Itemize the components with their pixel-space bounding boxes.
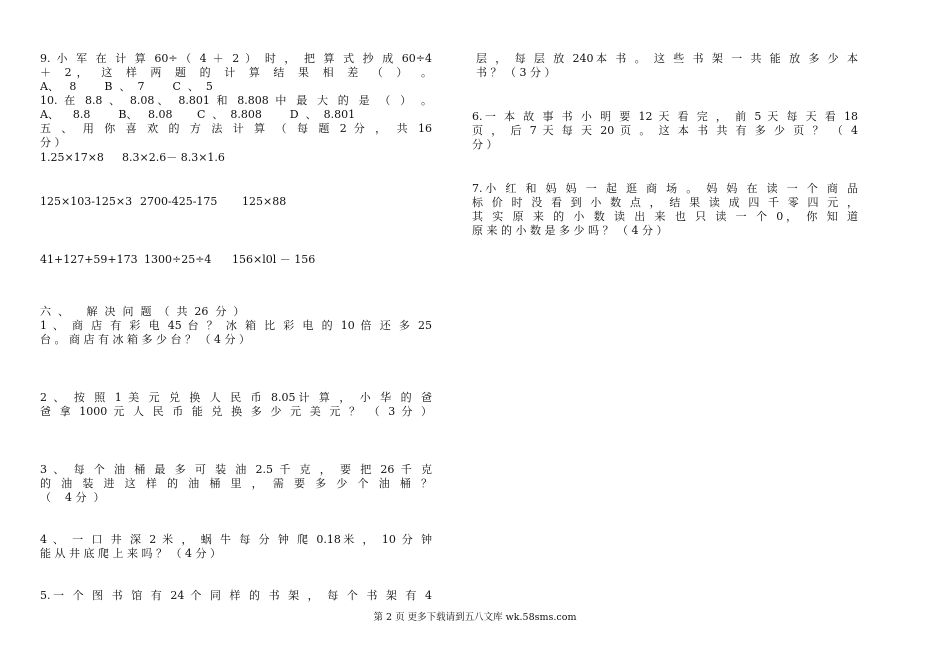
q9-line-2: ＋ 2， 这 样 两 题 的 计 算 结 果 相 差 （ ） 。: [40, 66, 432, 79]
left-column: [40, 52, 432, 603]
calc-item: 41+127+59+173: [40, 253, 138, 266]
problem-6-line-2: 页 ， 后 7 天 每 天 20 页 。 这 本 书 共 有 多 少 页 ？ （ 4: [472, 124, 858, 137]
problem-4-line-2: 能 从 井 底 爬 上 来 吗 ？ （ 4 分 ）: [40, 547, 221, 560]
problem-3-line-2: 的 油 装 进 这 样 的 油 桶 里 ， 需 要 多 少 个 油 桶 ？: [40, 477, 432, 490]
problem-1-line-1: 1 、 商 店 有 彩 电 45 台 ？ 冰 箱 比 彩 电 的 10 倍 还 多 25: [40, 319, 432, 332]
calc-item: 1.25×17×8: [40, 151, 104, 164]
problem-3-line-3: （ 4 分 ）: [40, 491, 105, 504]
problem-7-line-1: 7.小 红 和 妈 妈 一 起 逛 商 场 。 妈 妈 在 读 一 个 商 品: [472, 182, 858, 195]
problem-2-line-2: 爸 拿 1000 元 人 民 币 能 兑 换 多 少 元 美 元 ？ （ 3 分 ）: [40, 405, 432, 418]
section-5-title: 五 、 用 你 喜 欢 的 方 法 计 算 （ 每 题 2 分 ， 共 16: [40, 122, 432, 135]
q9-options: A、 8 B 、 7 C 、 5: [40, 80, 213, 93]
problem-5-line-2: 层 ， 每 层 放 240本 书 。 这 些 书 架 一 共 能 放 多 少 本: [476, 52, 858, 65]
q10-line-1: 10. 在 8.8 、 8.08、 8.801 和 8.808 中 最 大 的 是 （ ） 。: [40, 94, 432, 107]
problem-7-line-4: 原 来 的 小 数 是 多 少 吗 ？ （ 4 分 ）: [472, 224, 668, 237]
calc-row-1: [40, 151, 432, 165]
right-column: [472, 52, 858, 238]
problem-7-line-2: 标 价 时 没 看 到 小 数 点 ， 结 果 读 成 四 千 零 四 元 ，: [472, 196, 858, 209]
problem-1-line-2: 台 。 商 店 有 冰 箱 多 少 台 ？ （ 4 分 ）: [40, 333, 250, 346]
calc-item: 1300÷25÷4: [144, 253, 212, 266]
problem-7-line-3: 其 实 原 来 的 小 数 读 出 来 也 只 读 一 个 0， 你 知 道: [472, 210, 858, 223]
calc-item: 125×88: [242, 195, 287, 208]
calc-row-3: [40, 253, 432, 267]
calc-row-2: [40, 195, 432, 209]
q10-options: A、 8.8 B、 8.08 C 、 8.808 D 、 8.801: [40, 108, 356, 121]
problem-4-line-1: 4 、 一 口 井 深 2 米 ， 蜗 牛 每 分 钟 爬 0.18米 ， 10 分 钟: [40, 533, 432, 546]
section-6-title: 六 、 解 决 问 题 （ 共 26 分 ）: [40, 305, 245, 318]
problem-6-line-1: 6.一 本 故 事 书 小 明 要 12 天 看 完 ， 前 5 天 每 天 看 18: [472, 110, 858, 123]
section-5-title-cont: 分 ）: [40, 136, 66, 149]
problem-5-line-1: 5.一 个 图 书 馆 有 24 个 同 样 的 书 架 ， 每 个 书 架 有 4: [40, 589, 432, 602]
calc-item: 2700-425-175: [140, 195, 218, 208]
problem-3-line-1: 3 、 每 个 油 桶 最 多 可 装 油 2.5 千 克 ， 要 把 26 千 克: [40, 463, 432, 476]
problem-5-line-3: 书 ？ （ 3 分 ）: [476, 66, 556, 79]
problem-6-line-3: 分 ）: [472, 138, 498, 151]
problem-2-line-1: 2 、 按 照 1 美 元 兑 换 人 民 币 8.05计 算 ， 小 华 的 爸: [40, 391, 432, 404]
q9-line-1: 9. 小 军 在 计 算 60÷（ 4 ＋ 2 ） 时 ， 把 算 式 抄 成 60÷4: [40, 52, 432, 65]
page-footer: 第 2 页 更多下载请到五八文库 wk.58sms.com: [373, 612, 577, 623]
calc-item: 8.3×2.6－ 8.3×1.6: [122, 151, 225, 164]
calc-item: 156×l0l － 156: [232, 253, 316, 266]
calc-item: 125×103-125×3: [40, 195, 133, 208]
